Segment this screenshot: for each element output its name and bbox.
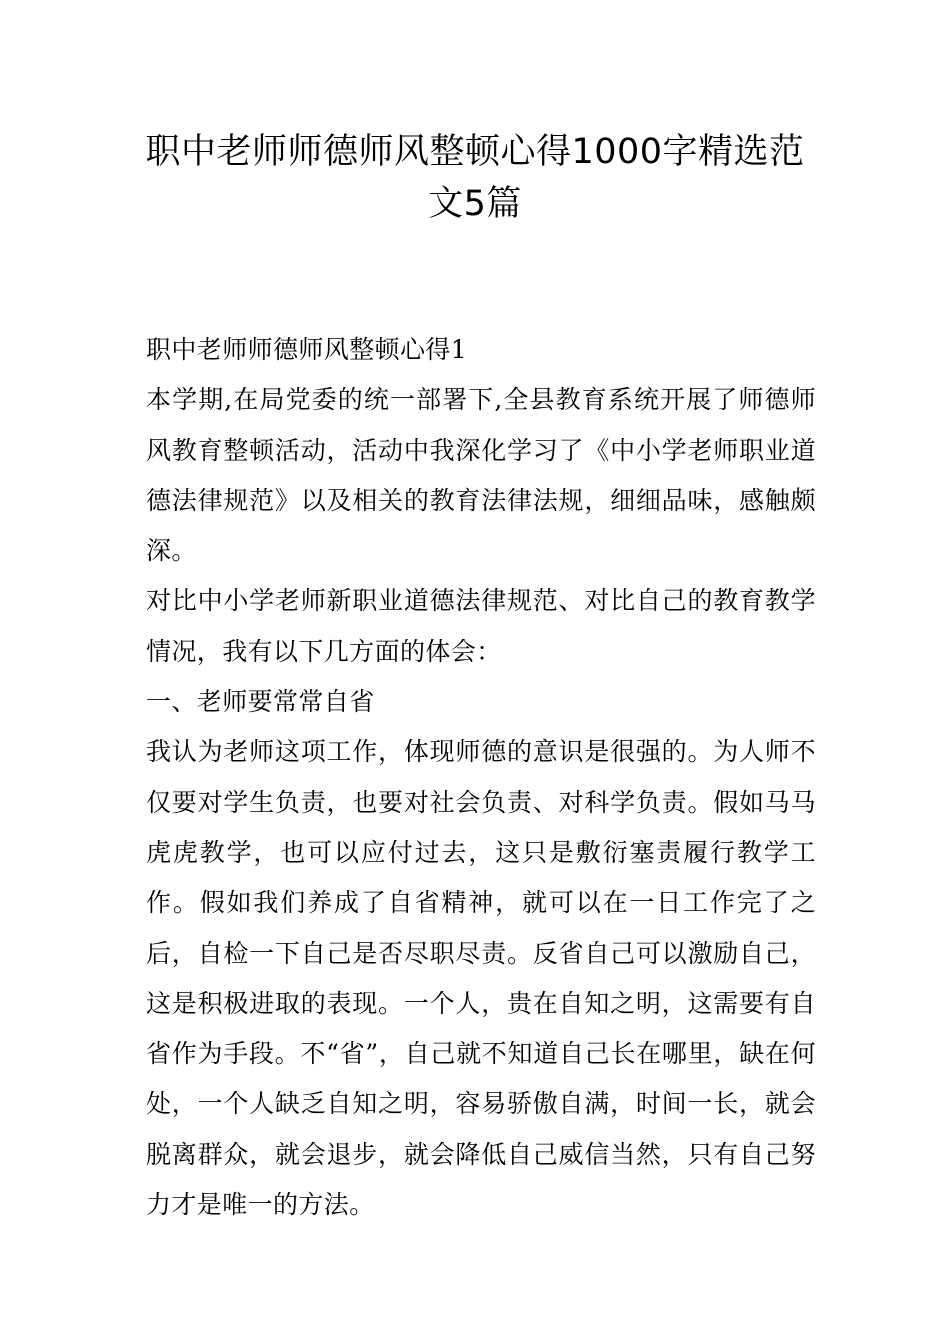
- title-line-1: 职中老师师德师风整顿心得1000字精选范: [145, 132, 805, 172]
- paragraph-comparison: 对比中小学老师新职业道德法律规范、对比自己的教育教学情况，我有以下几方面的体会：: [146, 586, 816, 666]
- title-line-2: 文5篇: [428, 184, 522, 224]
- paragraph-intro: 本学期,在局党委的统一部署下,全县教育系统开展了师德师风教育整顿活动，活动中我深化学习了《中小学老师职业道德法律规范》以及相关的教育法律法规，细细品味，感触颇深。: [146, 385, 816, 566]
- section-heading: 职中老师师德师风整顿心得1: [146, 335, 468, 364]
- paragraph-self-reflection: 我认为老师这项工作，体现师德的意识是很强的。为人师不仅要对学生负责，也要对社会负责、对科学负责。假如马马虎虎教学，也可以应付过去，这只是敷衍塞责履行教学工作。假如我们养成了自省精神，就可以在一日工作完了之后，自检一下自己是否尽职尽责。反省自己可以激励自己，这是积极进取的表现。一个人，贵在自知之明，这需要有自省作为手段。不“省”，自己就不知道自己长在哪里，缺在何处，一个人缺乏自知之明，容易骄傲自满，时间一长，就会脱离群众，就会退步，就会降低自己威信当然，只有自己努力才是唯一的方法。: [146, 737, 816, 1220]
- document-body: [146, 325, 816, 1230]
- subheading-self-reflection: 一、老师要常常自省: [146, 687, 375, 717]
- document-title: [100, 126, 850, 230]
